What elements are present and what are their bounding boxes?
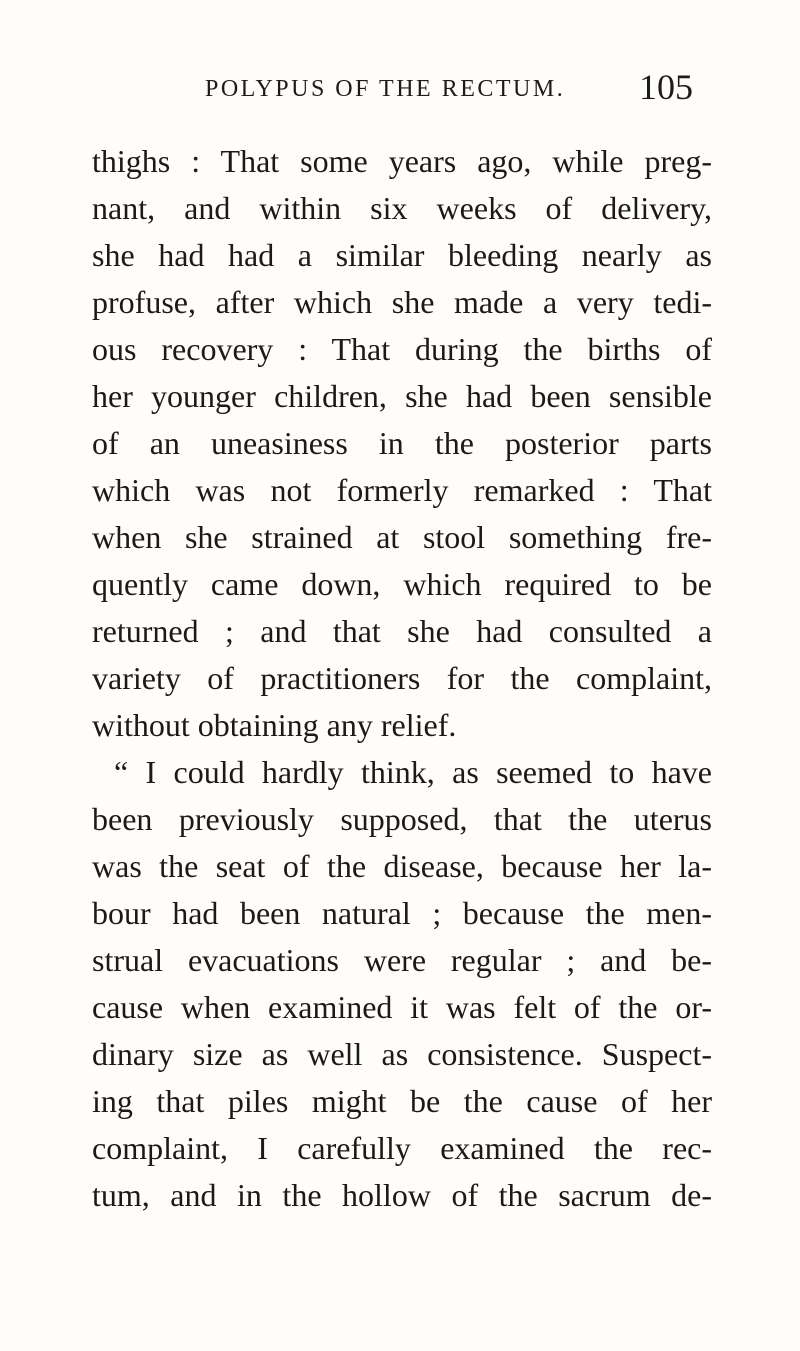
running-title: POLYPUS OF THE RECTUM. xyxy=(205,76,566,102)
text-line: when she strained at stool something fre- xyxy=(92,519,712,555)
paragraph-start-line: “ I could hardly think, as seemed to have xyxy=(114,754,712,790)
text-line: ous recovery : That during the births of xyxy=(92,331,712,367)
text-line: tum, and in the hollow of the sacrum de- xyxy=(92,1177,712,1213)
page-number: 105 xyxy=(639,67,693,107)
text-line: ing that piles might be the cause of her xyxy=(92,1083,712,1119)
paragraph-end-line: without obtaining any relief. xyxy=(92,707,457,743)
text-line: she had had a similar bleeding nearly as xyxy=(92,237,712,273)
text-line: dinary size as well as consistence. Suspect- xyxy=(92,1036,712,1072)
running-head xyxy=(205,62,705,112)
text-line: was the seat of the disease, because her la- xyxy=(92,848,712,884)
text-line: cause when examined it was felt of the or- xyxy=(92,989,712,1025)
text-line: bour had been natural ; because the men- xyxy=(92,895,712,931)
text-line: been previously supposed, that the uterus xyxy=(92,801,712,837)
text-line: which was not formerly remarked : That xyxy=(92,472,712,508)
text-line: nant, and within six weeks of delivery, xyxy=(92,190,712,226)
text-line: her younger children, she had been sensible xyxy=(92,378,712,414)
text-line: thighs : That some years ago, while preg- xyxy=(92,143,712,179)
text-line: of an uneasiness in the posterior parts xyxy=(92,425,712,461)
text-line: variety of practitioners for the complaint, xyxy=(92,660,712,696)
text-line: quently came down, which required to be xyxy=(92,566,712,602)
text-line: returned ; and that she had consulted a xyxy=(92,613,712,649)
body-text xyxy=(92,138,712,1219)
text-line: complaint, I carefully examined the rec- xyxy=(92,1130,712,1166)
text-line: strual evacuations were regular ; and be- xyxy=(92,942,712,978)
text-line: profuse, after which she made a very tedi- xyxy=(92,284,712,320)
